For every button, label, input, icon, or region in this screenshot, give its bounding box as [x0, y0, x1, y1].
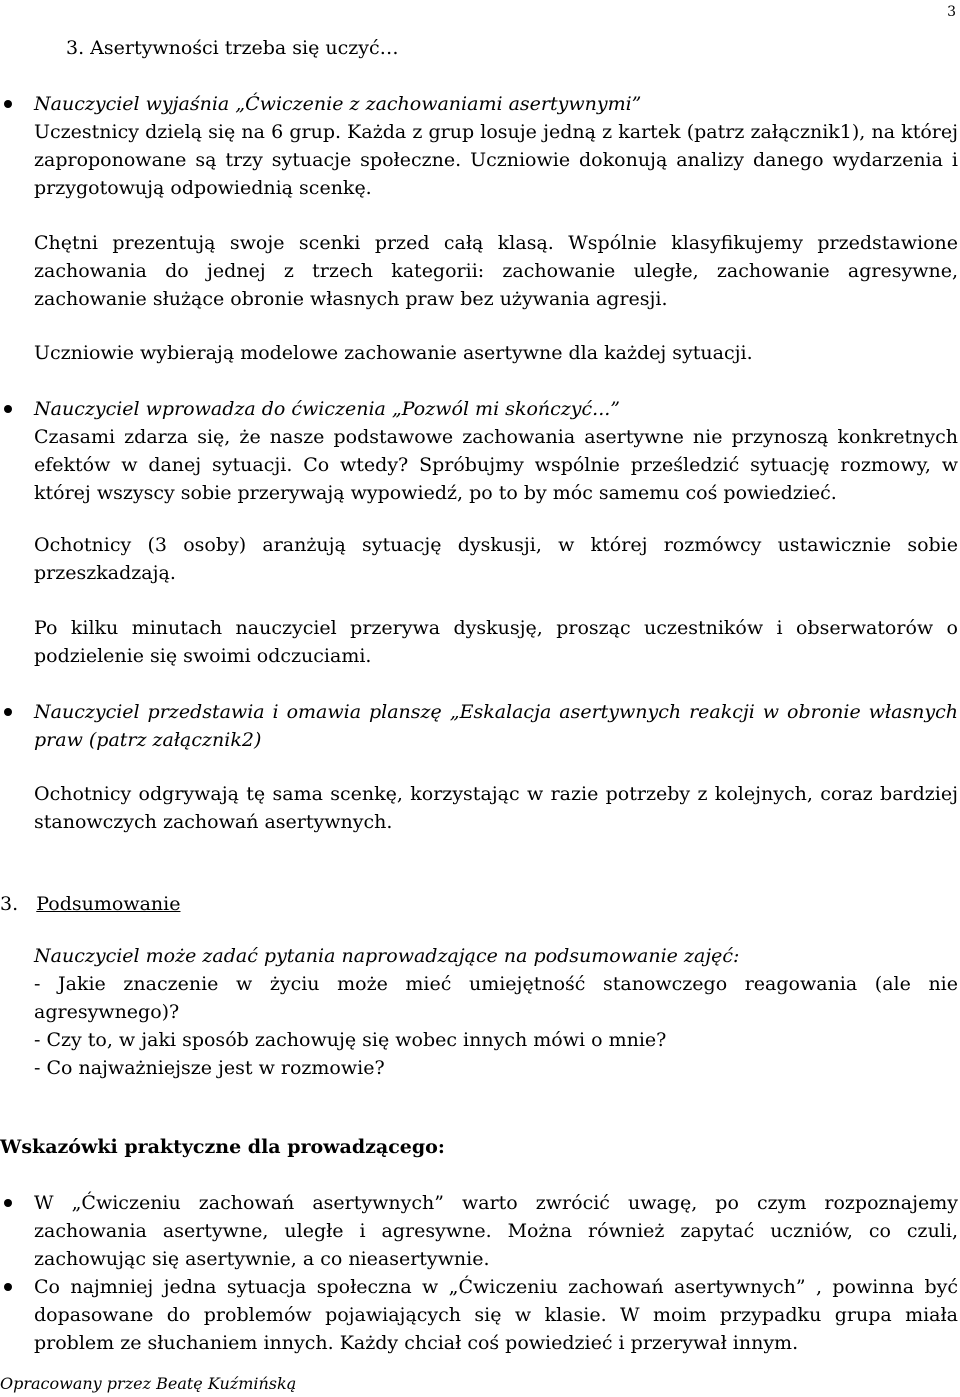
item-2-paragraph-1: Czasami zdarza się, że nasze podstawowe zachowania asertywne nie przynoszą konkretnych efektów w danej sytuacji. Co wtedy? Spróbujmy wspólnie prześledzić sytuację rozmowy, w której wszyscy sobie przerywają wypowiedź, po to by móc samemu coś powiedzieć. — [34, 426, 958, 504]
bullet-icon — [2, 706, 14, 718]
bullet-icon — [2, 1281, 14, 1293]
tip-1-text: W „Ćwiczeniu zachowań asertywnych” warto zwrócić uwagę, po czym rozpoznajemy zachowania asertywne, uległe i agresywne. Można również zapytać uczniów, co czuli, zachowując się asertywnie, a co nieasertywnie. — [34, 1192, 958, 1270]
bullet-icon — [2, 403, 14, 415]
item-1-lead: Nauczyciel wyjaśnia „Ćwiczenie z zachowaniami asertywnymi” — [34, 93, 642, 115]
item-3 — [34, 698, 958, 754]
item-2-paragraph-2: Ochotnicy (3 osoby) aranżują sytuację dyskusji, w której rozmówcy ustawicznie sobie przeszkadzają. — [34, 534, 958, 584]
item-1-paragraph-1: Uczestnicy dzielą się na 6 grup. Każda z grup losuje jedną z kartek (patrz załącznik1), na której zaproponowane są trzy sytuacje społeczne. Uczniowie dokonują analizy danego wydarzenia i przygotowują odpowiednią scenkę. — [34, 121, 958, 199]
footer-author: Opracowany przez Beatę Kuźmińską — [0, 1374, 297, 1393]
page-number: 3 — [947, 4, 956, 20]
summary-number: 3. — [0, 893, 19, 915]
tip-2-text: Co najmniej jedna sytuacja społeczna w „Ćwiczeniu zachowań asertywnych” , powinna być dopasowane do problemów pojawiających się w klasie. W moim przypadku grupa miała problem ze słuchaniem innych. Każdy chciał coś powiedzieć i przerywał innym. — [34, 1276, 958, 1354]
bullet-icon — [2, 1197, 14, 1209]
summary-question-3: - Co najważniejsze jest w rozmowie? — [34, 1057, 385, 1079]
item-1 — [34, 90, 958, 202]
summary-title: Podsumowanie — [36, 893, 181, 915]
summary-lead: Nauczyciel może zadać pytania naprowadzające na podsumowanie zajęć: — [34, 945, 740, 967]
summary-heading — [0, 890, 940, 918]
item-1-paragraph-2: Chętni prezentują swoje scenki przed całą klasą. Wspólnie klasyfikujemy przedstawione zachowania do jednej z trzech kategorii: zachowanie uległe, zachowanie agresywne, zachowanie służące obronie własnych praw bez używania agresji. — [34, 232, 958, 310]
item-3-paragraph-1-wrap — [34, 780, 958, 836]
item-1-paragraph-3: Uczniowie wybierają modelowe zachowanie asertywne dla każdej sytuacji. — [34, 342, 753, 364]
bullet-icon — [2, 98, 14, 110]
summary-block — [34, 942, 958, 1082]
summary-question-2: - Czy to, w jaki sposób zachowuję się wobec innych mówi o mnie? — [34, 1029, 667, 1051]
tip-2 — [34, 1273, 958, 1357]
item-2-paragraph-3: Po kilku minutach nauczyciel przerywa dyskusję, prosząc uczestników i obserwatorów o podzielenie się swoimi odczuciami. — [34, 617, 958, 667]
item-3-lead: Nauczyciel przedstawia i omawia planszę „Eskalacja asertywnych reakcji w obronie własnych praw (patrz załącznik2) — [34, 701, 958, 751]
item-1-paragraph-2-wrap — [34, 229, 958, 313]
item-2-lead: Nauczyciel wprowadza do ćwiczenia „Pozwól mi skończyć...” — [34, 398, 620, 420]
item-3-paragraph-1: Ochotnicy odgrywają tę sama scenkę, korzystając w razie potrzeby z kolejnych, coraz bardziej stanowczych zachowań asertywnych. — [34, 783, 958, 833]
tip-1 — [34, 1189, 958, 1273]
tips-title: Wskazówki praktyczne dla prowadzącego: — [0, 1136, 445, 1158]
section-title: 3. Asertywności trzeba się uczyć… — [66, 37, 399, 59]
item-2 — [34, 395, 958, 507]
item-1-paragraph-3-wrap — [34, 339, 958, 367]
summary-question-1: - Jakie znaczenie w życiu może mieć umiejętność stanowczego reagowania (ale nie agresywnego)? — [34, 973, 958, 1023]
item-2-paragraph-3-wrap — [34, 614, 958, 670]
item-2-paragraph-2-wrap — [34, 531, 958, 587]
